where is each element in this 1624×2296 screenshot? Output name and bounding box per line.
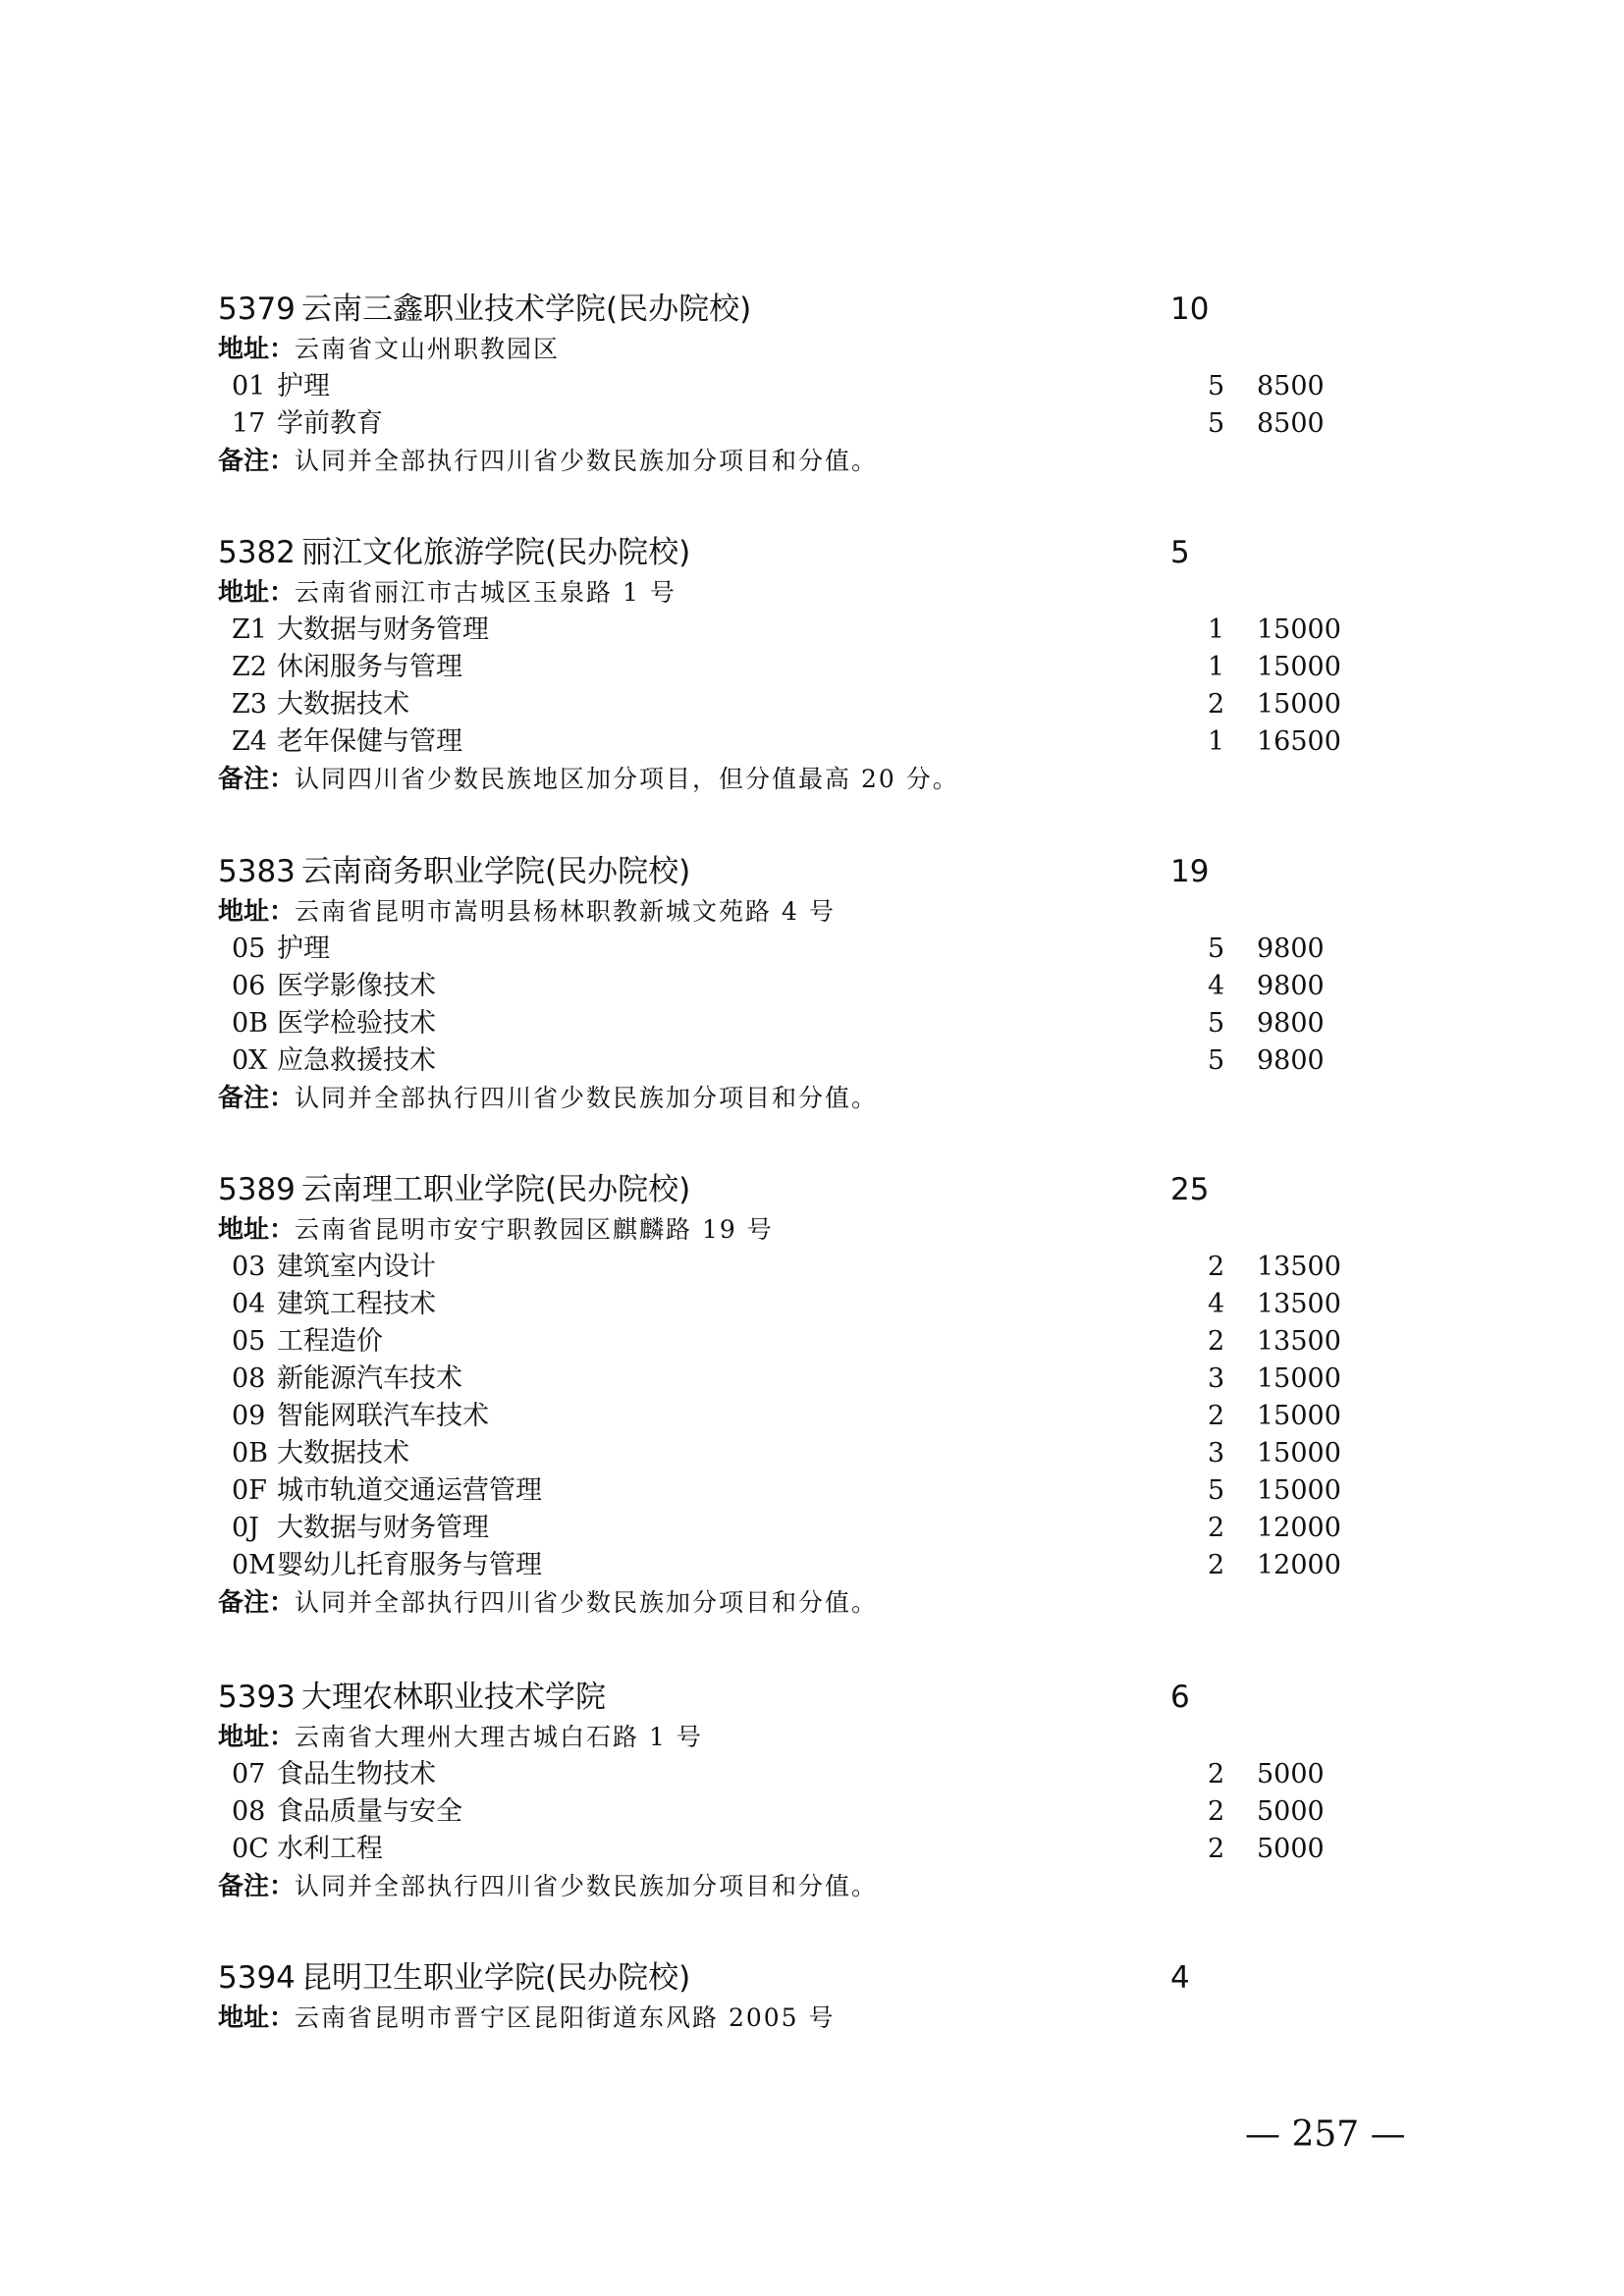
major-fee: 13500: [1257, 1252, 1341, 1282]
major-fee: 15000: [1257, 614, 1341, 645]
major-name: 新能源汽车技术: [277, 1363, 462, 1394]
school-code: 5382: [218, 535, 296, 570]
major-name: 食品生物技术: [277, 1759, 436, 1789]
major-fee: 16500: [1257, 726, 1341, 757]
address-label: 地址：: [218, 578, 296, 608]
major-row: [218, 1042, 1396, 1080]
major-code: 04: [232, 1289, 266, 1319]
school-quota: 19: [1170, 854, 1210, 889]
major-row: [218, 1472, 1396, 1510]
major-code: 0B: [232, 1438, 269, 1468]
major-name: 应急救援技术: [277, 1045, 436, 1076]
address-label: 地址：: [218, 2003, 296, 2033]
major-row: [218, 1398, 1396, 1435]
major-code: 08: [232, 1796, 266, 1827]
major-name: 建筑室内设计: [277, 1252, 436, 1282]
major-code: 07: [232, 1759, 266, 1789]
note-text: 认同四川省少数民族地区加分项目，但分值最高 20 分。: [295, 765, 959, 793]
note-text: 认同并全部执行四川省少数民族加分项目和分值。: [295, 447, 879, 475]
school-entry: [218, 288, 1396, 480]
note-label: 备注：: [218, 447, 296, 476]
major-fee: 13500: [1257, 1289, 1341, 1319]
school-header: [218, 288, 1396, 331]
school-header: [218, 1956, 1396, 2000]
school-header: [218, 531, 1396, 574]
major-count: 2: [1208, 1759, 1225, 1789]
major-row: [218, 1435, 1396, 1472]
major-count: 4: [1208, 971, 1225, 1001]
address-label: 地址：: [218, 335, 296, 364]
school-quota: 10: [1170, 292, 1210, 327]
major-fee: 8500: [1257, 371, 1325, 401]
major-code: 0B: [232, 1008, 269, 1039]
major-name: 城市轨道交通运营管理: [277, 1475, 542, 1506]
major-count: 5: [1208, 408, 1225, 439]
school-code: 5394: [218, 1960, 296, 1996]
school-quota: 25: [1170, 1172, 1210, 1207]
address-label: 地址：: [218, 897, 296, 927]
major-fee: 12000: [1257, 1513, 1341, 1543]
major-fee: 15000: [1257, 1401, 1341, 1431]
school-quota: 6: [1170, 1680, 1190, 1715]
major-row: [218, 1831, 1396, 1868]
school-entry: [218, 531, 1396, 798]
major-code: Z4: [232, 726, 267, 757]
major-name: 休闲服务与管理: [277, 652, 462, 682]
major-row: [218, 649, 1396, 686]
address-text: 云南省昆明市安宁职教园区麒麟路 19 号: [295, 1215, 774, 1244]
major-row: [218, 1756, 1396, 1793]
school-entry: [218, 1956, 1396, 2037]
major-fee: 5000: [1257, 1759, 1325, 1789]
major-count: 2: [1208, 1834, 1225, 1864]
major-row: [218, 405, 1396, 443]
major-name: 大数据技术: [277, 689, 409, 720]
major-count: 5: [1208, 371, 1225, 401]
school-header: [218, 1168, 1396, 1211]
major-count: 5: [1208, 934, 1225, 964]
school-note: [218, 761, 1396, 798]
major-row: [218, 1793, 1396, 1831]
major-code: 0J: [232, 1513, 260, 1543]
major-code: Z3: [232, 689, 267, 720]
major-count: 2: [1208, 1550, 1225, 1580]
address-text: 云南省文山州职教园区: [295, 335, 561, 363]
major-row: [218, 612, 1396, 649]
major-fee: 9800: [1257, 1008, 1325, 1039]
major-count: 5: [1208, 1475, 1225, 1506]
address-text: 云南省大理州大理古城白石路 1 号: [295, 1723, 703, 1751]
school-header: [218, 850, 1396, 893]
major-name: 医学影像技术: [277, 971, 436, 1001]
school-name: 云南理工职业学院(民办院校): [301, 1172, 691, 1207]
school-code: 5383: [218, 854, 296, 889]
major-code: Z2: [232, 652, 267, 682]
major-fee: 15000: [1257, 689, 1341, 720]
major-code: 0F: [232, 1475, 267, 1506]
major-row: [218, 1361, 1396, 1398]
address-label: 地址：: [218, 1215, 296, 1245]
major-code: 09: [232, 1401, 266, 1431]
major-row: [218, 1547, 1396, 1584]
major-row: [218, 1323, 1396, 1361]
major-count: 5: [1208, 1045, 1225, 1076]
school-entry: [218, 1676, 1396, 1905]
major-count: 2: [1208, 689, 1225, 720]
school-name: 大理农林职业技术学院: [301, 1680, 606, 1715]
major-code: 03: [232, 1252, 266, 1282]
school-note: [218, 1080, 1396, 1117]
school-address: [218, 1211, 1396, 1249]
major-count: 1: [1208, 726, 1225, 757]
major-fee: 15000: [1257, 1363, 1341, 1394]
school-entry: [218, 1168, 1396, 1622]
note-label: 备注：: [218, 1084, 296, 1113]
major-code: 05: [232, 934, 266, 964]
major-count: 2: [1208, 1326, 1225, 1357]
major-name: 大数据与财务管理: [277, 614, 489, 645]
major-code: 08: [232, 1363, 266, 1394]
major-fee: 13500: [1257, 1326, 1341, 1357]
major-fee: 9800: [1257, 934, 1325, 964]
major-name: 水利工程: [277, 1834, 383, 1864]
major-count: 3: [1208, 1438, 1225, 1468]
major-code: 0C: [232, 1834, 269, 1864]
major-code: 17: [232, 408, 266, 439]
school-entry: [218, 850, 1396, 1117]
major-code: 06: [232, 971, 266, 1001]
major-code: 05: [232, 1326, 266, 1357]
school-address: [218, 893, 1396, 931]
note-label: 备注：: [218, 765, 296, 794]
major-fee: 12000: [1257, 1550, 1341, 1580]
address-text: 云南省昆明市嵩明县杨林职教新城文苑路 4 号: [295, 897, 836, 926]
school-note: [218, 1868, 1396, 1905]
major-name: 智能网联汽车技术: [277, 1401, 489, 1431]
school-address: [218, 574, 1396, 612]
major-count: 1: [1208, 652, 1225, 682]
major-row: [218, 686, 1396, 723]
school-code: 5379: [218, 292, 296, 327]
major-row: [218, 368, 1396, 405]
major-name: 护理: [277, 934, 330, 964]
major-count: 3: [1208, 1363, 1225, 1394]
note-text: 认同并全部执行四川省少数民族加分项目和分值。: [295, 1872, 879, 1900]
major-row: [218, 1510, 1396, 1547]
major-count: 4: [1208, 1289, 1225, 1319]
major-name: 老年保健与管理: [277, 726, 462, 757]
major-name: 食品质量与安全: [277, 1796, 462, 1827]
school-header: [218, 1676, 1396, 1719]
major-fee: 8500: [1257, 408, 1325, 439]
school-address: [218, 2000, 1396, 2037]
school-code: 5393: [218, 1680, 296, 1715]
major-fee: 9800: [1257, 971, 1325, 1001]
page-number: — 257 —: [1245, 2114, 1406, 2155]
major-row: [218, 723, 1396, 761]
school-address: [218, 1719, 1396, 1756]
major-count: 5: [1208, 1008, 1225, 1039]
major-fee: 15000: [1257, 1475, 1341, 1506]
school-note: [218, 443, 1396, 480]
major-code: 0M: [232, 1550, 276, 1580]
note-label: 备注：: [218, 1588, 296, 1618]
major-name: 护理: [277, 371, 330, 401]
school-code: 5389: [218, 1172, 296, 1207]
major-fee: 15000: [1257, 652, 1341, 682]
major-row: [218, 1249, 1396, 1286]
major-code: 0X: [232, 1045, 268, 1076]
note-text: 认同并全部执行四川省少数民族加分项目和分值。: [295, 1084, 879, 1112]
major-name: 建筑工程技术: [277, 1289, 436, 1319]
major-count: 2: [1208, 1513, 1225, 1543]
school-name: 昆明卫生职业学院(民办院校): [301, 1960, 691, 1996]
major-row: [218, 1286, 1396, 1323]
note-label: 备注：: [218, 1872, 296, 1901]
address-text: 云南省丽江市古城区玉泉路 1 号: [295, 578, 677, 607]
major-name: 工程造价: [277, 1326, 383, 1357]
major-fee: 15000: [1257, 1438, 1341, 1468]
major-fee: 5000: [1257, 1834, 1325, 1864]
major-code: 01: [232, 371, 266, 401]
major-count: 2: [1208, 1796, 1225, 1827]
major-name: 婴幼儿托育服务与管理: [277, 1550, 542, 1580]
major-count: 2: [1208, 1401, 1225, 1431]
address-label: 地址：: [218, 1723, 296, 1752]
school-name: 丽江文化旅游学院(民办院校): [301, 535, 691, 570]
major-row: [218, 931, 1396, 968]
school-quota: 4: [1170, 1960, 1190, 1996]
school-note: [218, 1584, 1396, 1622]
major-name: 大数据技术: [277, 1438, 409, 1468]
major-name: 医学检验技术: [277, 1008, 436, 1039]
major-code: Z1: [232, 614, 267, 645]
note-text: 认同并全部执行四川省少数民族加分项目和分值。: [295, 1588, 879, 1617]
major-count: 1: [1208, 614, 1225, 645]
major-row: [218, 1005, 1396, 1042]
address-text: 云南省昆明市晋宁区昆阳街道东风路 2005 号: [295, 2003, 836, 2032]
school-quota: 5: [1170, 535, 1190, 570]
major-name: 大数据与财务管理: [277, 1513, 489, 1543]
school-name: 云南三鑫职业技术学院(民办院校): [301, 292, 752, 327]
major-name: 学前教育: [277, 408, 383, 439]
major-fee: 5000: [1257, 1796, 1325, 1827]
school-name: 云南商务职业学院(民办院校): [301, 854, 691, 889]
major-count: 2: [1208, 1252, 1225, 1282]
major-fee: 9800: [1257, 1045, 1325, 1076]
school-address: [218, 331, 1396, 368]
major-row: [218, 968, 1396, 1005]
